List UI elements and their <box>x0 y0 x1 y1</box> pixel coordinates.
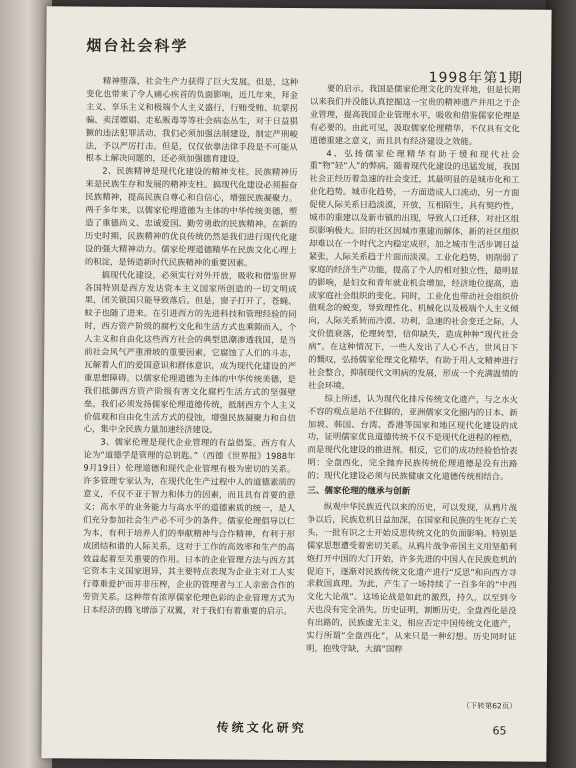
paragraph: 纵观中华民族近代以来的历史，可以发现，从鸦片战争以后，民族危机日益加深，在国家和民族的生死存亡关头，一批有识之士开始反思传统文化的负面影响。特别是儒家思想遭受着密切关系。从鸦片战争帝国主义用坚船利炮打开中国的大门开始，许多先进的中国人在民族危机的促迫下，逐渐对民族传统文化遗产进行“反思”和向西方寻求救国真理。为此，产生了一场持续了一百多年的“中西文化大论战”。这场论战是如此的激烈，持久，以至到今天也没有完全消失。历史证明，割断历史，全盘西化是没有出路的，民族虚无主义，相应否定中国传统文化遗产，实行所谓“全盘西化”，从来只是一种幻想。历史同时证明，抱残守缺，大搞“国粹 <box>306 501 518 654</box>
paragraph: 精神堕落，社会生产力获得了巨大发展。但是，这种变化也带来了令人痛心疾首的负面影响，近几年来，拜金主义、享乐主义和极端个人主义盛行，行贿受贿、坑蒙拐骗、卖淫嫖娼、走私贩毒等等社会病态丛生，对于日益猖獗的违法犯罪活动，我们必须加强法制建设，制定严刑峻法，予以严厉打击。但是，仅仅依靠法律手段是不可能从根本上解决问题的，还必须加强德育建设。 <box>85 75 299 165</box>
paragraph: 要的启示。我国是儒家伦理文化的发祥地，但是长期以来我们并没能认真挖掘这一宝贵的精神遗产并用之于企业管理，提高我国企业管理水平，吸收和借鉴儒家伦理是有必要的。由此可见，汲取儒家伦理精华，不仅具有文化道德重建之意义，而且具有经济建设之效能。 <box>309 83 521 146</box>
left-column <box>82 75 298 712</box>
issue-label: 1998年第1期 <box>428 69 524 87</box>
paragraph: 4、弘扬儒家伦理精华有助于缓和现代社会重“物”轻“人”的弊病。随着现代化建设的迅猛发展，我国社会正经历着急速的社会变迁，其最明显的是城市化和工业化趋势。城市化趋势，一方面造成人口流动，另一方面促使人际关系日趋淡漠，开放，互相陌生，具有契约性，城市的重建以及新市镇的出现，导致人口迁移，对社区组织影响极大。旧的社区因城市重建而解体，新的社区组织却难以在一个时代之内稳定成形，加之城市生活步调日益紧张，人际关系趋于片面而淡漠。工业化趋势，则削弱了家庭的经济生产功能，提高了个人的相对独立性，最明显的影响，是妇女和青年就业机会增加，经济地位提高，造成家庭社会组织的变化。同时，工业化也带动社会组织价值观念的蜕变，导致理性化、机械化以及极端个人主义倾向，人际关系转而冷漠、功利，急速的社会变迁之际，人文价值衰落，伦理转型，信仰缺失，造成种种“现代社会病”。在这种情况下，一些人发出了人心不古，世风日下的慨叹，弘扬儒家伦理文化精华，有助于用人文精神进行社会整合，抑制现代文明病的发展，形成一个充满温情的社会环境。 <box>307 147 520 391</box>
footer-section-title: 传统文化研究 <box>216 720 307 736</box>
journal-page <box>41 6 551 762</box>
paragraph: 综上所述，认为现代化排斥传统文化遗产，与之水火不容的观点是站不住脚的，亚洲儒家文化圈内的日本、新加坡、韩国、台湾、香港等国家和地区现代化建设的成功，证明儒家优良道德传统不仅不是现代化进程的桎梏，而是现代化建设的推进剂。相反，它们的成功经验恰恰表明：全盘西化，完全抛弃民族传统伦理道德是没有出路的；现代化建设必须与民族健康文化道德传统相结合。 <box>307 392 518 482</box>
journal-title: 烟台社会科学 <box>86 36 189 56</box>
paragraph: 3、儒家伦理是现代企业管理的有益借鉴。西方有人论为“道德学是管理的总钥匙。”（西德《世界报》1988年9月19日）伦理道德和现代企业管理有极为密切的关系。许多管理专家认为，在现代化生产过程中人的道德素质的意义，不仅不亚于智力和体力的因素，而且具有首要的意义；高水平的业务能力与高水平的道德素质的统一，是人们充分参加社会生产必不可少的条件。儒家伦理倡导以仁为本，有利于培养人们的奉献精神与合作精神，有利于形成团结和谐的人际关系，这对于工作的高效率和生产的高效益起着至关重要的作用。日本的企业管理方法与西方其它资本主义国家迥异，其主要特点表现为企业主对工人实行尊重爱护而并非压榨，企业的管理者与工人亲密合作的劳资关系。这种带有浓厚儒家伦理色彩的企业管理方式为日本经济的腾飞增添了双翼，对于我们有着重要的启示。 <box>82 437 296 617</box>
right-column <box>306 82 520 713</box>
continued-note: （下转第62页） <box>462 701 517 711</box>
section-heading: 三、儒家伦理的继承与创新 <box>307 486 411 497</box>
paragraph: 2、民族精神是现代化建设的精神支柱。民族精神历来是民族生存和发展的精神支柱。搞现代化建设必须振奋民族精神，提高民族自尊心和自信心，增强民族凝聚力。两千多年来，以儒家伦理道德为主体的中华传统美德，塑造了重德尚义、忠诚爱国、勤劳勇敢的民族精神。在新的历史时期，民族精神的优良传统仍然是我们进行现代化建设的强大精神动力。儒家伦理道德精华在民族文化心理上的积淀，是铸造新时代民族精神的重要因素。 <box>84 165 298 268</box>
paragraph: 搞现代化建设，必须实行对外开放，吸收和借鉴世界各国特别是西方发达资本主义国家所创造的一切文明成果，闭关锁国只能导致落后。但是，窗子打开了，苍蝇、蚊子也随了进来。在引进西方的先进科技和管理经验的同时，西方资产阶级的腐朽文化和生活方式也乘隙而入，个人主义和自由化这些西方社会的典型思潮渗透我国，是当前社会风气严重滑坡的重要因素，它腐蚀了人们的斗志，瓦解着人们的爱国意识和群体意识，成为现代化建设的严重思想障碍。以儒家伦理道德为主体的中华传统美德，是我们抵御西方资产阶级有害文化腐朽生活方式的坚强壁垒。我们必须发扬儒家伦理道德传统，抵制西方个人主义价值观和自由化生活方式的侵蚀，增强民族凝聚力和自信心，集中全民族力量加速经济建设。 <box>83 269 297 435</box>
page-number: 65 <box>492 724 507 738</box>
